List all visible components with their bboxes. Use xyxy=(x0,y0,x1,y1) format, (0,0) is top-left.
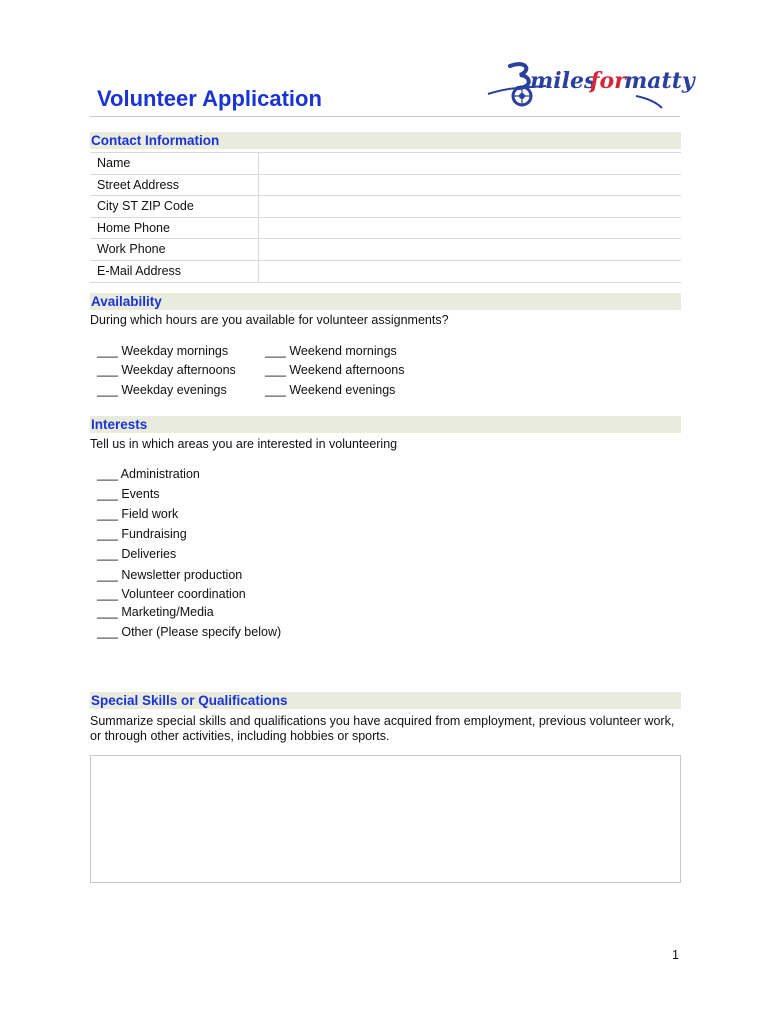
contact-row-work-phone xyxy=(90,239,681,261)
contact-row-name xyxy=(90,152,681,175)
contact-label: Work Phone xyxy=(97,242,166,257)
checkbox-blank[interactable]: ___ xyxy=(97,467,118,481)
interest-option[interactable]: ___ Administration xyxy=(97,467,200,481)
contact-row-street xyxy=(90,175,681,197)
skills-prompt-line-1: Summarize special skills and qualifications you have acquired from employment, previous volunteer work, xyxy=(90,714,675,728)
interest-option[interactable]: ___ Volunteer coordination xyxy=(97,587,246,601)
name-field[interactable] xyxy=(260,153,681,174)
interest-option[interactable]: ___ Deliveries xyxy=(97,547,177,561)
skills-textarea[interactable] xyxy=(90,755,681,883)
availability-option[interactable]: ___ Weekend afternoons xyxy=(265,363,405,377)
checkbox-blank[interactable]: ___ xyxy=(265,344,286,358)
city-zip-field[interactable] xyxy=(260,196,681,217)
interests-heading: Interests xyxy=(91,417,148,432)
availability-option[interactable]: ___ Weekend evenings xyxy=(265,383,396,397)
skills-section-header xyxy=(90,692,681,709)
checkbox-blank[interactable]: ___ xyxy=(265,383,286,397)
svg-text:for: for xyxy=(590,68,626,94)
page-title: Volunteer Application xyxy=(97,86,322,111)
contact-label: Street Address xyxy=(97,177,179,192)
organization-logo xyxy=(486,58,695,114)
checkbox-blank[interactable]: ___ xyxy=(97,527,118,541)
checkbox-blank[interactable]: ___ xyxy=(97,383,118,397)
contact-label: City ST ZIP Code xyxy=(97,199,194,214)
interest-option[interactable]: ___ Fundraising xyxy=(97,527,187,541)
work-phone-field[interactable] xyxy=(260,239,681,260)
home-phone-field[interactable] xyxy=(260,218,681,239)
checkbox-blank[interactable]: ___ xyxy=(97,487,118,501)
checkbox-blank[interactable]: ___ xyxy=(97,547,118,561)
wheel-icon xyxy=(513,87,531,105)
interest-option[interactable]: ___ Field work xyxy=(97,507,179,521)
street-address-field[interactable] xyxy=(260,175,681,196)
checkbox-blank[interactable]: ___ xyxy=(97,625,118,639)
interest-option[interactable]: ___ Other (Please specify below) xyxy=(97,625,282,639)
checkbox-blank[interactable]: ___ xyxy=(97,568,118,582)
contact-label: E-Mail Address xyxy=(97,263,182,278)
interest-option[interactable]: ___ Newsletter production xyxy=(97,568,243,582)
checkbox-blank[interactable]: ___ xyxy=(97,587,118,601)
availability-option[interactable]: ___ Weekday mornings xyxy=(97,344,229,358)
contact-table xyxy=(90,152,681,283)
availability-option[interactable]: ___ Weekend mornings xyxy=(265,344,397,358)
page-number: 1 xyxy=(672,948,679,962)
svg-text:matty: matty xyxy=(624,68,695,94)
availability-section-header xyxy=(90,293,681,310)
interests-section-header xyxy=(90,416,681,433)
contact-section-header xyxy=(90,132,681,149)
email-field[interactable] xyxy=(260,261,681,282)
checkbox-blank[interactable]: ___ xyxy=(97,605,118,619)
contact-row-city xyxy=(90,196,681,218)
interest-option[interactable]: ___ Marketing/Media xyxy=(97,605,214,619)
contact-heading: Contact Information xyxy=(91,133,220,148)
availability-prompt: During which hours are you available for volunteer assignments? xyxy=(90,313,449,327)
availability-heading: Availability xyxy=(91,294,162,309)
contact-row-home-phone xyxy=(90,218,681,240)
interests-prompt: Tell us in which areas you are interested in volunteering xyxy=(90,437,398,451)
availability-option[interactable]: ___ Weekday evenings xyxy=(97,383,227,397)
contact-label: Home Phone xyxy=(97,220,170,235)
checkbox-blank[interactable]: ___ xyxy=(97,507,118,521)
skills-prompt-line-2: or through other activities, including hobbies or sports. xyxy=(90,729,390,743)
checkbox-blank[interactable]: ___ xyxy=(265,363,286,377)
availability-option[interactable]: ___ Weekday afternoons xyxy=(97,363,236,377)
svg-text:miles: miles xyxy=(530,68,597,94)
contact-label: Name xyxy=(97,156,131,170)
checkbox-blank[interactable]: ___ xyxy=(97,344,118,358)
title-divider xyxy=(90,116,680,117)
contact-row-email xyxy=(90,261,681,283)
checkbox-blank[interactable]: ___ xyxy=(97,363,118,377)
interest-option[interactable]: ___ Events xyxy=(97,487,160,501)
skills-heading: Special Skills or Qualifications xyxy=(91,693,288,708)
